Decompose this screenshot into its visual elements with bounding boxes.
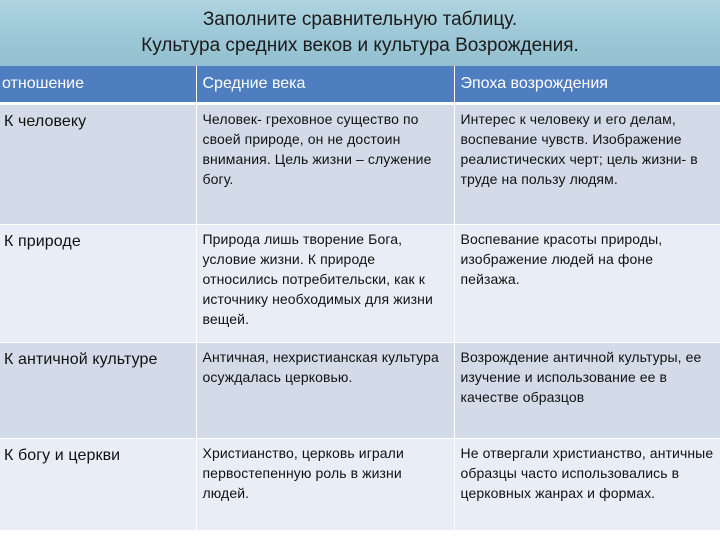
middle-ages-cell: Человек- греховное существо по своей природе, он не достоин внимания. Цель жизни – служение богу. <box>196 104 454 225</box>
header-relation: отношение <box>0 66 196 104</box>
slide-title-line-1: Заполните сравнительную таблицу. <box>202 9 518 30</box>
row-label: К природе <box>0 225 196 343</box>
middle-ages-cell: Природа лишь творение Бога, условие жизни. К природе относились потребительски, как к источнику необходимых для жизни вещей. <box>196 225 454 343</box>
middle-ages-cell: Античная, нехристианская культура осуждалась церковью. <box>196 343 454 439</box>
row-label: К человеку <box>0 104 196 225</box>
renaissance-cell: Возрождение античной культуры, ее изучение и использование ее в качестве образцов <box>454 343 720 439</box>
header-middle-ages: Средние века <box>196 66 454 104</box>
renaissance-cell: Интерес к человеку и его делам, воспевание чувств. Изображение реалистических черт; цель жизни- в труде на пользу людям. <box>454 104 720 225</box>
table-row <box>0 439 720 531</box>
comparison-table <box>0 66 720 531</box>
table-header-row <box>0 66 720 104</box>
header-renaissance: Эпоха возрождения <box>454 66 720 104</box>
slide-title-line-2: Культура средних веков и культура Возрождения. <box>141 35 579 56</box>
table-row <box>0 104 720 225</box>
row-label: К античной культуре <box>0 343 196 439</box>
middle-ages-cell: Христианство, церковь играли первостепенную роль в жизни людей. <box>196 439 454 531</box>
row-label: К богу и церкви <box>0 439 196 531</box>
table-row <box>0 225 720 343</box>
title-band <box>0 0 720 66</box>
table-row <box>0 343 720 439</box>
renaissance-cell: Воспевание красоты природы, изображение людей на фоне пейзажа. <box>454 225 720 343</box>
renaissance-cell: Не отвергали христианство, античные образцы часто использовались в церковных жанрах и формах. <box>454 439 720 531</box>
